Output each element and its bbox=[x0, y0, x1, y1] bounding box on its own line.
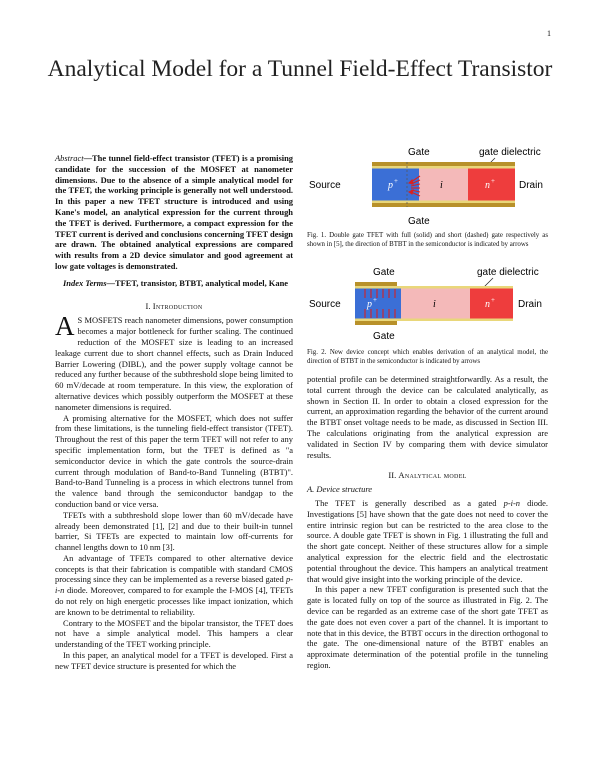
intro-paragraph-1 bbox=[55, 311, 293, 412]
fig1-i-label: i bbox=[440, 180, 443, 191]
subsection-device-structure: A. Device structure bbox=[307, 484, 373, 495]
fig1-p-sup: + bbox=[394, 177, 398, 185]
intro-paragraph-5: Contrary to the MOSFET and the bipolar transistor, the TFET does not have a simple analytical model. This hampers a clear understanding of the TFET working principle. bbox=[55, 617, 293, 650]
fig2-gate-top-label: Gate bbox=[373, 267, 395, 278]
right-column bbox=[307, 374, 548, 671]
fig1-top-dielectric bbox=[372, 166, 515, 169]
figure-2-diagram bbox=[307, 263, 548, 343]
fig2-top-dielectric bbox=[355, 286, 513, 289]
abstract bbox=[55, 153, 293, 272]
intro-paragraph-6: In this paper, an analytical model for a TFET is developed. First a new TFET device structure is presented for which the bbox=[55, 650, 293, 671]
sec2-paragraph-2: In this paper a new TFET configuration is presented such that the gate is located fully on top of the source as illustrated in Fig. 2. The device can be regarded as an extreme case of the short gate TFET as the gate does not even cover a part of the channel. It is important to note that in this device, the BTBT occurs in the direction orthogonal to the gate. The one-dimensional nature of the BTBT enables an approximate determination of the potential profile in the tunneling region. bbox=[307, 584, 548, 670]
fig1-n-sup: + bbox=[491, 177, 495, 185]
fig1-gate-bottom-label: Gate bbox=[408, 216, 430, 227]
section-2-heading bbox=[307, 470, 548, 481]
index-terms-text: —TFET, transistor, BTBT, analytical model, Kane bbox=[106, 277, 289, 288]
fig2-gate-bottom-label: Gate bbox=[373, 331, 395, 342]
fig2-p-sup: + bbox=[373, 296, 377, 304]
fig1-bottom-dielectric bbox=[372, 201, 515, 204]
fig2-dielectric-label: gate dielectric bbox=[477, 267, 539, 278]
fig1-top-gate bbox=[372, 162, 515, 166]
fig1-p-label: p bbox=[388, 180, 393, 191]
left-column bbox=[55, 153, 293, 672]
section-2-number: II. bbox=[388, 470, 399, 481]
intro-p1-text: S MOSFETS reach nanometer dimensions, power consumption becomes a major bottleneck for further scaling. The continued reduction of the MOSFET size is leading to an increased leakage current due to short channel effects, such as Drain Induced Barrier Lowering (DIBL), and the power supply voltage cannot be reduced any further because of the subthreshold slope being limited to 60 mV/decade at room temperature. In this view, the exploration of alternative devices which possibly outperform the MOSFET at these nanometer dimensions is required. bbox=[55, 315, 293, 412]
intro-paragraph-4 bbox=[55, 553, 293, 618]
intro-paragraph-3: TFETs with a subthreshold slope lower than 60 mV/decade have already been demonstrated [1], [2] and due to their built-in tunnel barrier, Si TFETs are expected to maintain low off-currents for channel lengths down to 10 nm [3]. bbox=[55, 509, 293, 553]
intro-p4-a: An advantage of TFETs compared to other alternative device concepts is that their fabrication is compatible with standard CMOS processing since they can be implemented as a reverse biased gated bbox=[55, 552, 293, 585]
intro-p4-pin: p-i-n bbox=[55, 574, 293, 596]
fig2-bottom-dielectric bbox=[355, 319, 513, 322]
fig1-i-region bbox=[419, 169, 468, 201]
fig2-i-label: i bbox=[433, 299, 436, 310]
sec2-p1-a: The TFET is generally described as a gated bbox=[315, 497, 504, 508]
figure-1-diagram bbox=[307, 144, 548, 230]
section-2-title: Analytical model bbox=[398, 470, 467, 481]
fig2-top-gate bbox=[355, 282, 397, 286]
figure-2 bbox=[307, 263, 548, 343]
paper-title: Analytical Model for a Tunnel Field-Effect Transistor bbox=[47, 56, 553, 82]
sec2-p1-b: diode. Investigations [5] have shown that the gate does not need to cover the entire intrinsic region but can be restricted to the area close to the source. A double gate TFET is shown in Fig. 1 illustrating the full and the short gate concept. Neither of these structures allow for a simple analytical expression for the electric field and the electrostatic potential throughout the device. This hampers an analytical treatment that would give insight into the working principle of the device. bbox=[307, 497, 549, 584]
figure-1-caption: Fig. 1. Double gate TFET with full (solid) and short (dashed) gate respectively as shown in [5], the direction of BTBT in the semiconductor is indicated by arrows bbox=[307, 232, 548, 248]
fig2-p-label: p bbox=[367, 299, 372, 310]
fig1-source-label: Source bbox=[309, 180, 341, 191]
index-terms bbox=[55, 278, 293, 289]
fig1-bottom-gate bbox=[372, 203, 515, 207]
figure-2-caption: Fig. 2. New device concept which enables derivation of an analytical model, the direction of BTBT in the semiconductor is indicated by arrows bbox=[307, 349, 548, 365]
fig2-n-label: n bbox=[485, 299, 490, 310]
fig2-n-sup: + bbox=[491, 296, 495, 304]
fig2-drain-label: Drain bbox=[518, 299, 542, 310]
figure-1 bbox=[307, 144, 548, 230]
fig1-dielectric-label: gate dielectric bbox=[479, 147, 541, 158]
sec2-p1-pin: p-i-n bbox=[503, 497, 520, 508]
fig2-p-region bbox=[355, 289, 401, 319]
section-1-number: I. bbox=[145, 300, 153, 311]
section-1-heading bbox=[55, 301, 293, 312]
fig2-bottom-gate bbox=[355, 321, 397, 325]
sec2-paragraph-1 bbox=[307, 498, 548, 584]
abstract-text: —The tunnel field-effect transistor (TFET) is a promising candidate for the succession of the MOSFET at nanometer dimensions. Due to the absence of a simple analytical model for the TFET, the working principle is generally not well understood. In this paper a new TFET structure is introduced and using Kane's model, an analytical expression for the current through the TFET is derived. Furthermore, a compact expression for the TFET current is derived and conclusions concerning TFET design are drawn. The obtained analytical expressions are compared with results from a 2D device simulator and good agreement at low gate voltages is demonstrated. bbox=[55, 153, 294, 271]
drop-cap: A bbox=[55, 311, 75, 342]
page-number: 1 bbox=[547, 29, 551, 38]
right-continuation-paragraph: potential profile can be determined straightforwardly. As a result, the total current through the device can be calculated analytically, as shown in Section II. In order to obtain a closed expression for the current, an approximation regarding the behavior of the current around the BTBT onset voltage needs to be made, as discussed in Section III. The calculations originating from the analytical expression are validated in Section IV by comparing them with device simulator results. bbox=[307, 374, 548, 460]
intro-paragraph-2: A promising alternative for the MOSFET, which does not suffer from these limitations, is the tunneling field-effect transistor (TFET). Throughout the rest of this paper the term TFET will not refer to any specific implementation form, but the TFET is defined as "a semiconductor device in which the gate controls the source-drain current through modulation of Band-to-Band Tunneling (BTBT)". Band-to-Band Tunneling is a process in which electrons tunnel from the valence band through the semiconductor bandgap to the conduction band or vice versa. bbox=[55, 412, 293, 509]
fig1-drain-label: Drain bbox=[519, 180, 543, 191]
section-1-title: Introduction bbox=[152, 300, 203, 311]
abstract-label: Abstract bbox=[55, 153, 84, 163]
fig2-source-label: Source bbox=[309, 299, 341, 310]
fig1-gate-top-label: Gate bbox=[408, 147, 430, 158]
fig1-n-label: n bbox=[485, 180, 490, 191]
index-terms-label: Index Terms bbox=[63, 277, 107, 288]
intro-p4-b: diode. Moreover, compared to for example the I-MOS [4], TFETs do not rely on high energetic processes like impact ionization, which are known to be detrimental to reliability. bbox=[55, 585, 293, 617]
